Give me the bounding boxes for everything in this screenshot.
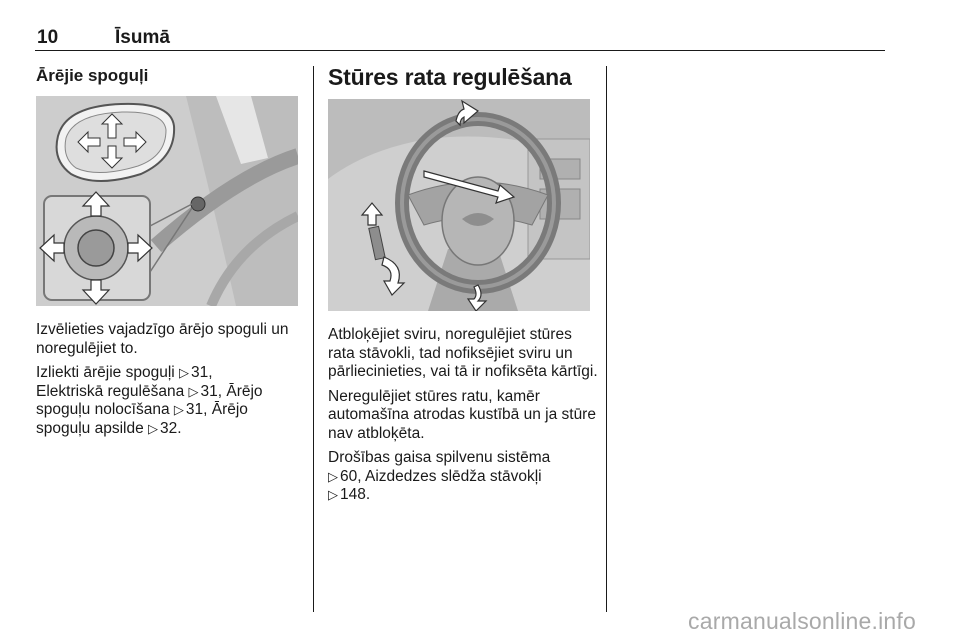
- ref-page-link[interactable]: 31, Ārējo: [185, 401, 248, 418]
- column-divider-1: [313, 66, 314, 612]
- running-title: Īsumā: [115, 27, 170, 48]
- mirror-instruction: Izvēlieties vajadzīgo ārējo spoguli un noregulējiet to.: [36, 321, 289, 357]
- reference-arrow-icon: ▷: [179, 365, 190, 380]
- middle-column: [328, 64, 598, 91]
- reference-arrow-icon: ▷: [148, 420, 159, 436]
- left-body-text: [36, 321, 304, 444]
- ref-page-link[interactable]: 31,: [191, 364, 213, 381]
- ref-text-convex: Izliekti ārējie spoguļi: [36, 364, 180, 381]
- section-heading-mirrors: Ārējie spoguļi: [36, 66, 149, 85]
- mirror-references: [36, 364, 304, 438]
- steering-references: [328, 449, 598, 505]
- steering-instruction: Atbloķējiet sviru, noregulējiet stūres rata stāvokli, tad nofiksējiet sviru un pārliecinieties, vai tā ir nofiksēta kārtīgi.: [328, 326, 598, 380]
- mirror-figure: [36, 96, 298, 306]
- ref-text-electric: Elektriskā regulēšana: [36, 382, 189, 400]
- ref-text-airbag: Drošības gaisa spilvenu sistēma: [328, 449, 551, 466]
- reference-arrow-icon: ▷: [328, 487, 338, 502]
- ref-text-heating: spoguļu apsilde: [36, 419, 149, 437]
- ref-text-folding: spoguļu nolocīšana: [36, 401, 174, 418]
- column-divider-2: [606, 66, 607, 612]
- watermark: carmanualsonline.info: [688, 608, 916, 634]
- section-heading-steering: Stūres rata regulēšana: [328, 64, 572, 90]
- reference-arrow-icon: ▷: [328, 468, 338, 484]
- middle-body-text: [328, 326, 598, 511]
- ref-page-link[interactable]: 31, Ārējo: [200, 382, 263, 400]
- ref-page-link[interactable]: 148.: [340, 486, 371, 503]
- left-column: [36, 66, 306, 86]
- page-header: [35, 24, 885, 51]
- steering-warning: Neregulējiet stūres ratu, kamēr automašīna atrodas kustībā un ja stūre nav atbloķēta.: [328, 387, 596, 442]
- reference-arrow-icon: ▷: [173, 402, 184, 417]
- ref-page-link[interactable]: 60, Aizdedzes slēdža stāvokļi: [340, 467, 542, 485]
- page-number: 10: [37, 27, 59, 48]
- steering-wheel-figure: [328, 99, 590, 311]
- reference-arrow-icon: ▷: [188, 383, 199, 399]
- ref-page-link[interactable]: 32.: [160, 419, 182, 437]
